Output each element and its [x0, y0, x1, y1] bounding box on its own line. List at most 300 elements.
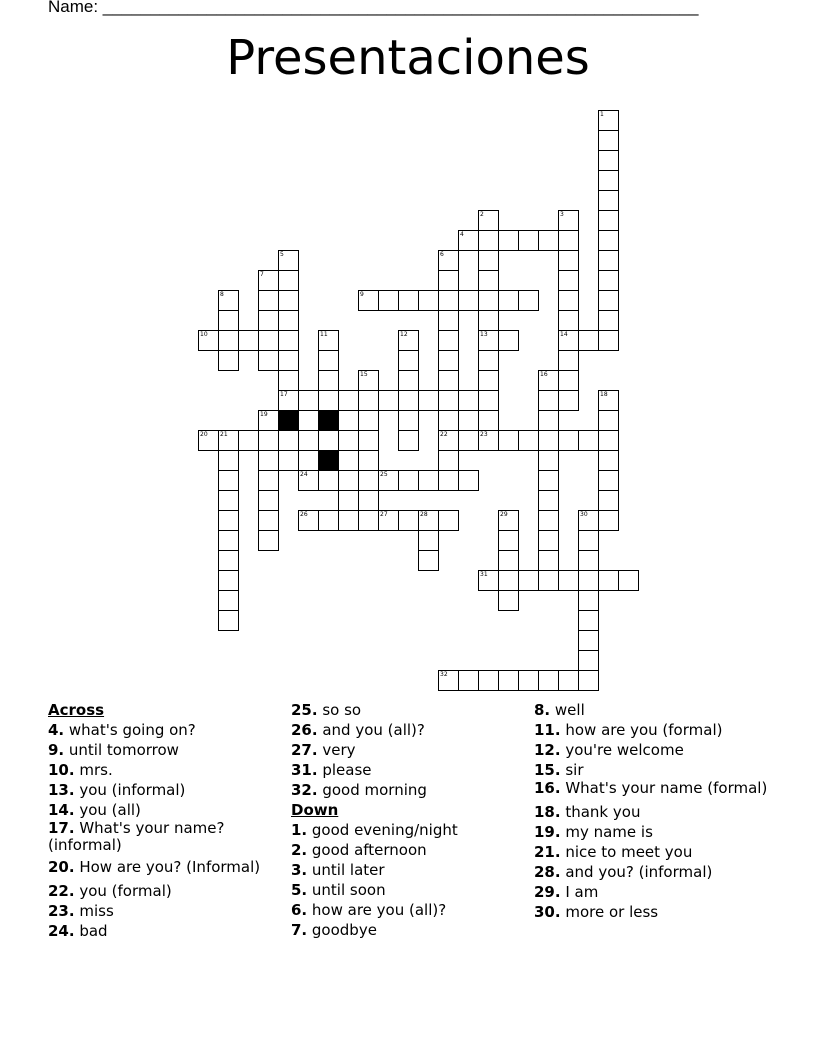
grid-cell[interactable] [218, 490, 239, 511]
grid-cell[interactable] [258, 510, 279, 531]
grid-cell[interactable] [358, 430, 379, 451]
grid-cell[interactable] [358, 390, 379, 411]
grid-cell[interactable] [598, 510, 619, 531]
clue-item [48, 921, 278, 941]
page-title: Presentaciones [226, 30, 590, 86]
grid-cell[interactable] [198, 430, 219, 451]
clue-item [534, 780, 774, 797]
clue-number: 4 [460, 231, 464, 238]
grid-cell[interactable] [598, 130, 619, 151]
grid-cell[interactable] [258, 450, 279, 471]
clue-number: 6. [291, 901, 308, 919]
clue-text: and you? (informal) [560, 863, 713, 881]
grid-cell[interactable] [458, 670, 479, 691]
grid-cell[interactable] [598, 470, 619, 491]
clue-number: 26 [300, 511, 308, 518]
clue-item [48, 800, 278, 820]
grid-cell[interactable] [458, 390, 479, 411]
grid-cell[interactable] [218, 290, 239, 311]
grid-cell[interactable] [458, 430, 479, 451]
clue-number: 14. [48, 801, 75, 819]
grid-cell[interactable] [298, 430, 319, 451]
grid-cell[interactable] [278, 270, 299, 291]
grid-cell[interactable] [278, 390, 299, 411]
grid-cell[interactable] [218, 350, 239, 371]
grid-cell[interactable] [498, 550, 519, 571]
grid-cell[interactable] [418, 510, 439, 531]
grid-cell[interactable] [598, 210, 619, 231]
grid-cell[interactable] [358, 470, 379, 491]
clue-number: 13. [48, 781, 75, 799]
grid-cell[interactable] [338, 470, 359, 491]
clue-text: thank you [560, 803, 641, 821]
clue-item [48, 820, 278, 854]
grid-cell[interactable] [438, 370, 459, 391]
clue-number: 21 [220, 431, 228, 438]
grid-cell[interactable] [518, 230, 539, 251]
grid-cell[interactable] [558, 390, 579, 411]
grid-cell[interactable] [318, 390, 339, 411]
grid-cell[interactable] [378, 390, 399, 411]
grid-cell[interactable] [438, 450, 459, 471]
grid-cell[interactable] [278, 290, 299, 311]
clue-item [534, 802, 774, 822]
clue-text: you (informal) [74, 781, 186, 799]
grid-cell[interactable] [258, 430, 279, 451]
grid-cell[interactable] [278, 310, 299, 331]
clue-number: 25. [291, 701, 318, 719]
clue-number: 4. [48, 721, 65, 739]
grid-cell[interactable] [378, 510, 399, 531]
grid-cell[interactable] [578, 510, 599, 531]
grid-cell[interactable] [218, 450, 239, 471]
grid-cell[interactable] [438, 330, 459, 351]
grid-cell[interactable] [538, 230, 559, 251]
grid-cell[interactable] [278, 430, 299, 451]
clue-text: miss [74, 902, 114, 920]
grid-cell[interactable] [418, 390, 439, 411]
grid-cell[interactable] [218, 530, 239, 551]
grid-cell[interactable] [358, 370, 379, 391]
clue-number: 29 [500, 511, 508, 518]
clue-text: what's going on? [64, 721, 196, 739]
grid-cell[interactable] [538, 530, 559, 551]
grid-cell[interactable] [358, 290, 379, 311]
grid-cell[interactable] [498, 330, 519, 351]
grid-cell[interactable] [498, 530, 519, 551]
grid-cell[interactable] [538, 550, 559, 571]
clue-text: so so [317, 701, 362, 719]
grid-cell[interactable] [398, 470, 419, 491]
clue-text: until soon [307, 881, 386, 899]
grid-cell[interactable] [338, 510, 359, 531]
grid-cell[interactable] [358, 510, 379, 531]
grid-cell[interactable] [478, 670, 499, 691]
clue-number: 18 [600, 391, 608, 398]
grid-cell[interactable] [558, 210, 579, 231]
grid-cell[interactable] [218, 550, 239, 571]
grid-cell[interactable] [198, 330, 219, 351]
grid-cell[interactable] [558, 270, 579, 291]
grid-cell[interactable] [598, 430, 619, 451]
clue-number: 23. [48, 902, 75, 920]
grid-cell[interactable] [318, 330, 339, 351]
clue-number: 28 [420, 511, 428, 518]
grid-cell[interactable] [478, 310, 499, 331]
clue-number: 5 [280, 251, 284, 258]
clue-number: 17 [280, 391, 288, 398]
grid-cell[interactable] [398, 510, 419, 531]
clue-item [291, 880, 521, 900]
grid-cell[interactable] [438, 310, 459, 331]
clue-number: 27. [291, 741, 318, 759]
grid-cell[interactable] [258, 410, 279, 431]
grid-cell[interactable] [398, 330, 419, 351]
grid-cell[interactable] [498, 510, 519, 531]
grid-cell[interactable] [598, 330, 619, 351]
clue-text: good afternoon [307, 841, 427, 859]
grid-cell[interactable] [438, 390, 459, 411]
clue-number: 12 [400, 331, 408, 338]
grid-cell[interactable] [398, 290, 419, 311]
clue-number: 22 [440, 431, 448, 438]
grid-cell[interactable] [438, 430, 459, 451]
grid-cell[interactable] [598, 410, 619, 431]
grid-cell[interactable] [598, 570, 619, 591]
grid-cell[interactable] [478, 210, 499, 231]
grid-cell[interactable] [558, 370, 579, 391]
clue-number: 3. [291, 861, 308, 879]
clue-item [291, 760, 521, 780]
grid-cell[interactable] [518, 670, 539, 691]
grid-cell[interactable] [498, 670, 519, 691]
clue-item [48, 780, 278, 800]
grid-cell[interactable] [558, 290, 579, 311]
clue-text: how are you (formal) [560, 721, 723, 739]
grid-cell[interactable] [478, 390, 499, 411]
clue-item [48, 901, 278, 921]
clue-text: you (all) [74, 801, 141, 819]
clue-number: 8 [220, 291, 224, 298]
clue-number: 10 [200, 331, 208, 338]
clue-item [534, 822, 774, 842]
grid-cell[interactable] [558, 330, 579, 351]
clue-item [291, 820, 521, 840]
grid-cell[interactable] [438, 250, 459, 271]
clue-number: 29. [534, 883, 561, 901]
grid-cell[interactable] [598, 230, 619, 251]
grid-cell[interactable] [278, 370, 299, 391]
clue-number: 22. [48, 882, 75, 900]
grid-cell[interactable] [598, 310, 619, 331]
clue-number: 23 [480, 431, 488, 438]
grid-cell[interactable] [338, 490, 359, 511]
clue-number: 30. [534, 903, 561, 921]
grid-cell[interactable] [498, 290, 519, 311]
clue-number: 3 [560, 211, 564, 218]
grid-cell[interactable] [358, 490, 379, 511]
grid-cell[interactable] [478, 270, 499, 291]
grid-cell[interactable] [538, 470, 559, 491]
clue-text: goodbye [307, 921, 377, 939]
clue-number: 11. [534, 721, 561, 739]
clue-number: 31. [291, 761, 318, 779]
grid-cell[interactable] [318, 470, 339, 491]
grid-cell[interactable] [338, 450, 359, 471]
grid-cell[interactable] [258, 290, 279, 311]
clue-number: 24. [48, 922, 75, 940]
grid-cell[interactable] [258, 470, 279, 491]
grid-cell[interactable] [398, 430, 419, 451]
grid-cell[interactable] [558, 250, 579, 271]
grid-cell[interactable] [598, 290, 619, 311]
grid-cell[interactable] [538, 410, 559, 431]
grid-cell[interactable] [318, 370, 339, 391]
clue-number: 7 [260, 271, 264, 278]
clue-item [48, 720, 278, 740]
grid-cell[interactable] [538, 390, 559, 411]
grid-cell[interactable] [558, 670, 579, 691]
grid-cell[interactable] [578, 630, 599, 651]
clue-text: and you (all)? [317, 721, 425, 739]
grid-cell[interactable] [558, 230, 579, 251]
clue-item [48, 859, 278, 876]
clue-number: 25 [380, 471, 388, 478]
clue-number: 27 [380, 511, 388, 518]
name-line: Name: _______________________________________________________________ [48, 0, 699, 16]
black-cell [278, 410, 299, 431]
grid-cell[interactable] [478, 250, 499, 271]
clue-number: 11 [320, 331, 328, 338]
grid-cell[interactable] [338, 430, 359, 451]
clue-number: 16. [534, 779, 561, 797]
clue-number: 9. [48, 741, 65, 759]
clue-number: 6 [440, 251, 444, 258]
grid-cell[interactable] [238, 430, 259, 451]
clue-text: how are you (all)? [307, 901, 447, 919]
grid-cell[interactable] [218, 430, 239, 451]
grid-cell[interactable] [238, 330, 259, 351]
grid-cell[interactable] [578, 590, 599, 611]
clue-text: please [317, 761, 372, 779]
grid-cell[interactable] [298, 450, 319, 471]
grid-cell[interactable] [598, 490, 619, 511]
grid-cell[interactable] [578, 610, 599, 631]
clue-number: 26. [291, 721, 318, 739]
grid-cell[interactable] [598, 390, 619, 411]
grid-cell[interactable] [258, 330, 279, 351]
clues-column-3 [534, 700, 774, 922]
grid-cell[interactable] [298, 410, 319, 431]
clue-item [291, 740, 521, 760]
grid-cell[interactable] [478, 570, 499, 591]
grid-cell[interactable] [518, 570, 539, 591]
grid-cell[interactable] [578, 670, 599, 691]
clue-number: 30 [580, 511, 588, 518]
grid-cell[interactable] [478, 350, 499, 371]
clue-number: 2. [291, 841, 308, 859]
grid-cell[interactable] [218, 590, 239, 611]
clue-number: 32 [440, 671, 448, 678]
grid-cell[interactable] [478, 330, 499, 351]
clue-number: 5. [291, 881, 308, 899]
clue-number: 14 [560, 331, 568, 338]
grid-cell[interactable] [598, 150, 619, 171]
grid-cell[interactable] [298, 510, 319, 531]
clue-item [48, 740, 278, 760]
grid-cell[interactable] [418, 530, 439, 551]
grid-cell[interactable] [578, 570, 599, 591]
clue-number: 17. [48, 819, 75, 837]
grid-cell[interactable] [218, 510, 239, 531]
clue-item [534, 862, 774, 882]
grid-cell[interactable] [338, 390, 359, 411]
clue-item [534, 842, 774, 862]
grid-cell[interactable] [598, 270, 619, 291]
grid-cell[interactable] [258, 490, 279, 511]
grid-cell[interactable] [478, 430, 499, 451]
grid-cell[interactable] [578, 650, 599, 671]
clue-text: until later [307, 861, 385, 879]
grid-cell[interactable] [498, 430, 519, 451]
grid-cell[interactable] [458, 470, 479, 491]
clue-item [534, 700, 774, 720]
grid-cell[interactable] [538, 670, 559, 691]
grid-cell[interactable] [398, 390, 419, 411]
grid-cell[interactable] [218, 470, 239, 491]
grid-cell[interactable] [538, 370, 559, 391]
grid-cell[interactable] [598, 170, 619, 191]
clue-number: 21. [534, 843, 561, 861]
clue-item [534, 740, 774, 760]
clue-number: 20 [200, 431, 208, 438]
grid-cell[interactable] [458, 290, 479, 311]
grid-cell[interactable] [278, 330, 299, 351]
grid-cell[interactable] [538, 510, 559, 531]
grid-cell[interactable] [438, 670, 459, 691]
grid-cell[interactable] [258, 270, 279, 291]
clue-number: 10. [48, 761, 75, 779]
grid-cell[interactable] [298, 470, 319, 491]
grid-cell[interactable] [318, 510, 339, 531]
clue-text: What's your name (formal) [560, 779, 768, 797]
clue-number: 31 [480, 571, 488, 578]
grid-cell[interactable] [538, 430, 559, 451]
grid-cell[interactable] [558, 570, 579, 591]
grid-cell[interactable] [578, 430, 599, 451]
clues-column-1 [48, 700, 278, 941]
clue-number: 13 [480, 331, 488, 338]
grid-cell[interactable] [478, 370, 499, 391]
grid-cell[interactable] [598, 110, 619, 131]
grid-cell[interactable] [538, 450, 559, 471]
grid-cell[interactable] [318, 430, 339, 451]
grid-cell[interactable] [258, 530, 279, 551]
grid-cell[interactable] [218, 310, 239, 331]
grid-cell[interactable] [278, 250, 299, 271]
grid-cell[interactable] [498, 570, 519, 591]
grid-cell[interactable] [398, 350, 419, 371]
clue-item [291, 900, 521, 920]
grid-cell[interactable] [478, 410, 499, 431]
grid-cell[interactable] [438, 350, 459, 371]
grid-cell[interactable] [578, 550, 599, 571]
grid-cell[interactable] [438, 410, 459, 431]
clue-number: 24 [300, 471, 308, 478]
clue-item [534, 760, 774, 780]
grid-cell[interactable] [358, 450, 379, 471]
grid-cell[interactable] [218, 610, 239, 631]
grid-cell[interactable] [438, 470, 459, 491]
grid-cell[interactable] [398, 370, 419, 391]
clue-number: 19. [534, 823, 561, 841]
clue-item [534, 902, 774, 922]
clue-text: mrs. [74, 761, 113, 779]
grid-cell[interactable] [558, 350, 579, 371]
grid-cell[interactable] [398, 410, 419, 431]
grid-cell[interactable] [378, 290, 399, 311]
grid-cell[interactable] [538, 490, 559, 511]
grid-cell[interactable] [438, 290, 459, 311]
grid-cell[interactable] [478, 290, 499, 311]
grid-cell[interactable] [578, 330, 599, 351]
grid-cell[interactable] [418, 550, 439, 571]
grid-cell[interactable] [598, 250, 619, 271]
grid-cell[interactable] [518, 430, 539, 451]
grid-cell[interactable] [278, 350, 299, 371]
grid-cell[interactable] [298, 390, 319, 411]
clue-number: 20. [48, 858, 75, 876]
grid-cell[interactable] [418, 470, 439, 491]
grid-cell[interactable] [218, 330, 239, 351]
grid-cell[interactable] [318, 350, 339, 371]
grid-cell[interactable] [358, 410, 379, 431]
grid-cell[interactable] [538, 570, 559, 591]
clue-number: 19 [260, 411, 268, 418]
grid-cell[interactable] [518, 290, 539, 311]
grid-cell[interactable] [438, 510, 459, 531]
clue-text: I am [560, 883, 599, 901]
grid-cell[interactable] [218, 570, 239, 591]
clue-text: you're welcome [560, 741, 684, 759]
grid-cell[interactable] [598, 190, 619, 211]
clue-text: good evening/night [307, 821, 458, 839]
grid-cell[interactable] [438, 270, 459, 291]
clue-number: 28. [534, 863, 561, 881]
grid-cell[interactable] [558, 430, 579, 451]
clue-text: sir [560, 761, 584, 779]
grid-cell[interactable] [258, 350, 279, 371]
clue-number: 12. [534, 741, 561, 759]
clue-text: What's your name? (informal) [48, 819, 225, 854]
grid-cell[interactable] [578, 530, 599, 551]
grid-cell[interactable] [598, 450, 619, 471]
grid-cell[interactable] [498, 230, 519, 251]
grid-cell[interactable] [418, 290, 439, 311]
clue-text: very [317, 741, 356, 759]
clue-item [291, 860, 521, 880]
grid-cell[interactable] [498, 590, 519, 611]
grid-cell[interactable] [378, 470, 399, 491]
grid-cell[interactable] [478, 230, 499, 251]
grid-cell[interactable] [618, 570, 639, 591]
clue-number: 15 [360, 371, 368, 378]
grid-cell[interactable] [458, 230, 479, 251]
clue-text: more or less [560, 903, 659, 921]
grid-cell[interactable] [278, 450, 299, 471]
grid-cell[interactable] [258, 310, 279, 331]
grid-cell[interactable] [558, 310, 579, 331]
